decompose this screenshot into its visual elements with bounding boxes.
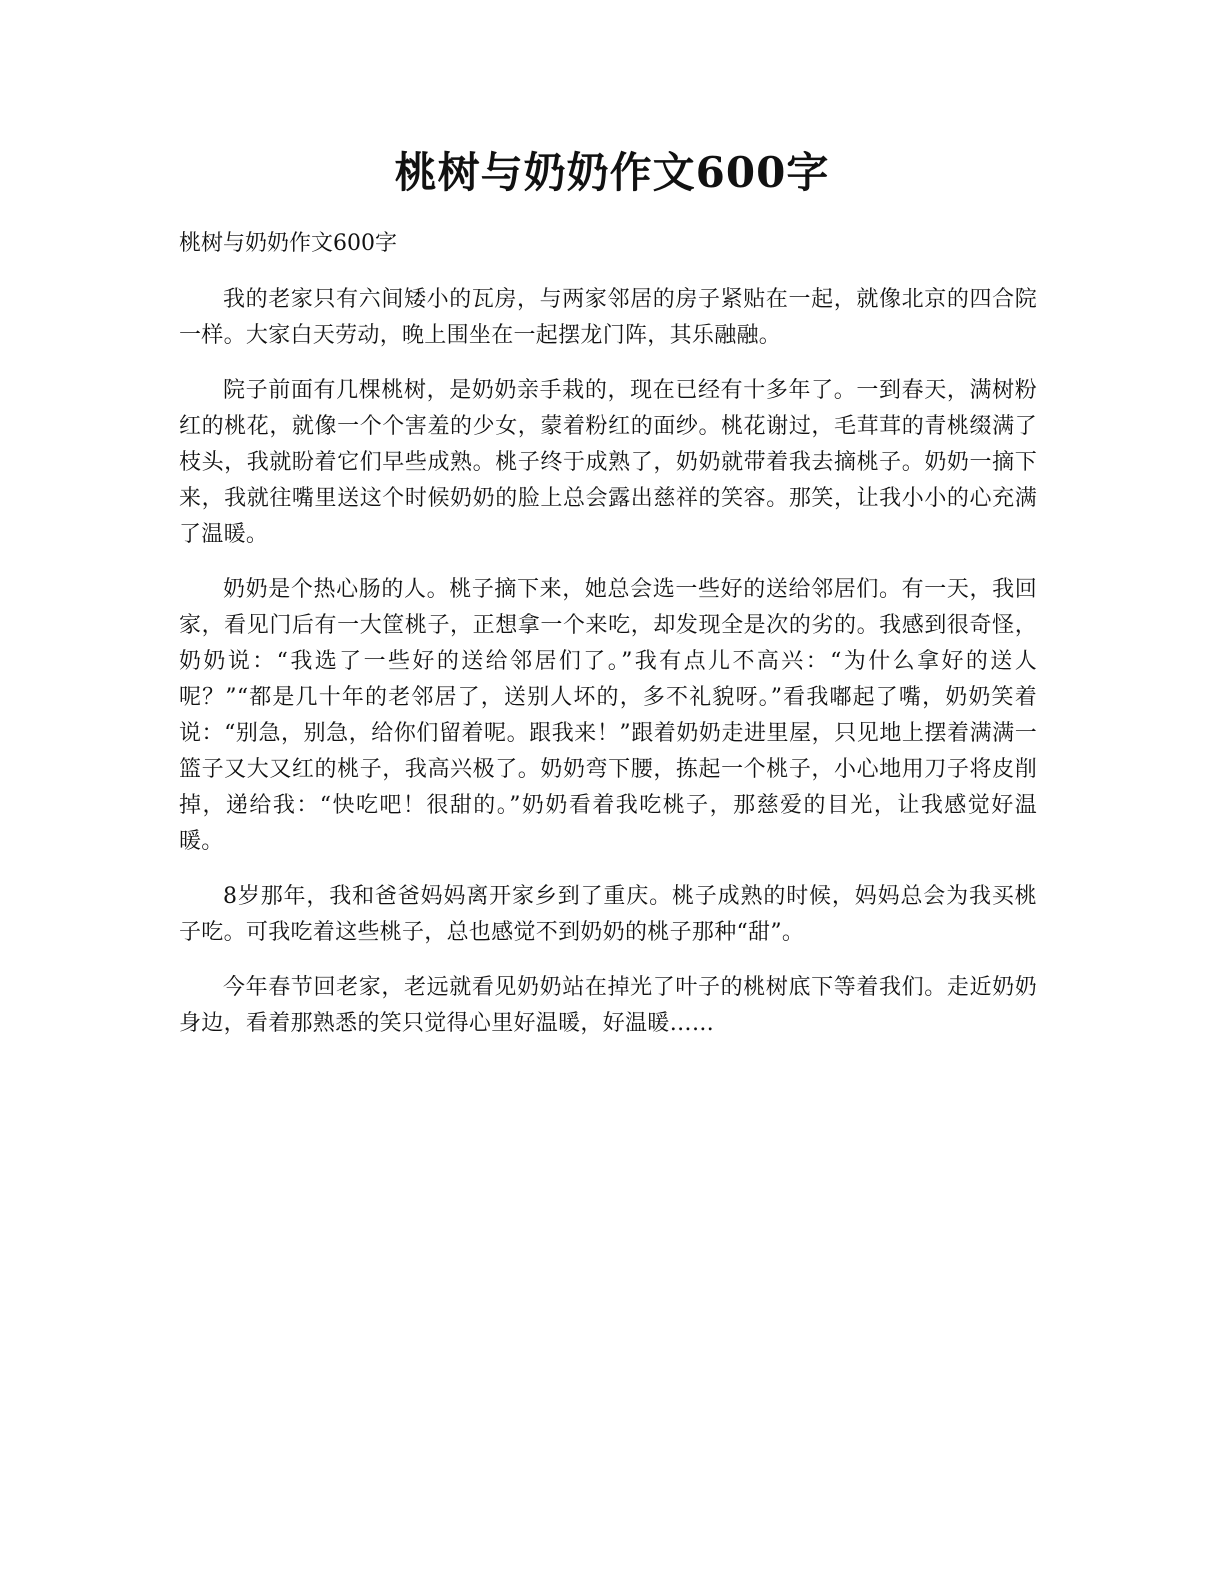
paragraph-3: 奶奶是个热心肠的人。桃子摘下来，她总会选一些好的送给邻居们。有一天，我回家，看见门后有一大筐桃子，正想拿一个来吃，却发现全是次的劣的。我感到很奇怪，奶奶说：“我选了一些好的送给邻居们了。”我有点儿不高兴：“为什么拿好的送人呢？”“都是几十年的老邻居了，送别人坏的，多不礼貌呀。”看我嘟起了嘴，奶奶笑着说：“别急，别急，给你们留着呢。跟我来！”跟着奶奶走进里屋，只见地上摆着满满一篮子又大又红的桃子，我高兴极了。奶奶弯下腰，拣起一个桃子，小心地用刀子将皮削掉，递给我：“快吃吧！很甜的。”奶奶看着我吃桃子，那慈爱的目光，让我感觉好温暖。: [179, 577, 1037, 854]
paragraph-4: 8岁那年，我和爸爸妈妈离开家乡到了重庆。桃子成熟的时候，妈妈总会为我买桃子吃。可我吃着这些桃子，总也感觉不到奶奶的桃子那种“甜”。: [179, 884, 1037, 945]
paragraph-2: 院子前面有几棵桃树，是奶奶亲手栽的，现在已经有十多年了。一到春天，满树粉红的桃花，就像一个个害羞的少女，蒙着粉红的面纱。桃花谢过，毛茸茸的青桃缀满了枝头，我就盼着它们早些成熟。桃子终于成熟了，奶奶就带着我去摘桃子。奶奶一摘下来，我就往嘴里送这个时候奶奶的脸上总会露出慈祥的笑容。那笑，让我小小的心充满了温暖。: [179, 378, 1037, 547]
paragraph-1: 我的老家只有六间矮小的瓦房，与两家邻居的房子紧贴在一起，就像北京的四合院一样。大家白天劳动，晚上围坐在一起摆龙门阵，其乐融融。: [179, 287, 1037, 348]
document-title: 桃树与奶奶作文600字: [394, 148, 830, 197]
paragraph-5: 今年春节回老家，老远就看见奶奶站在掉光了叶子的桃树底下等着我们。走近奶奶身边，看着那熟悉的笑只觉得心里好温暖，好温暖……: [179, 975, 1037, 1036]
document-subtitle: 桃树与奶奶作文600字: [179, 231, 397, 256]
document-body: [179, 282, 1037, 1061]
